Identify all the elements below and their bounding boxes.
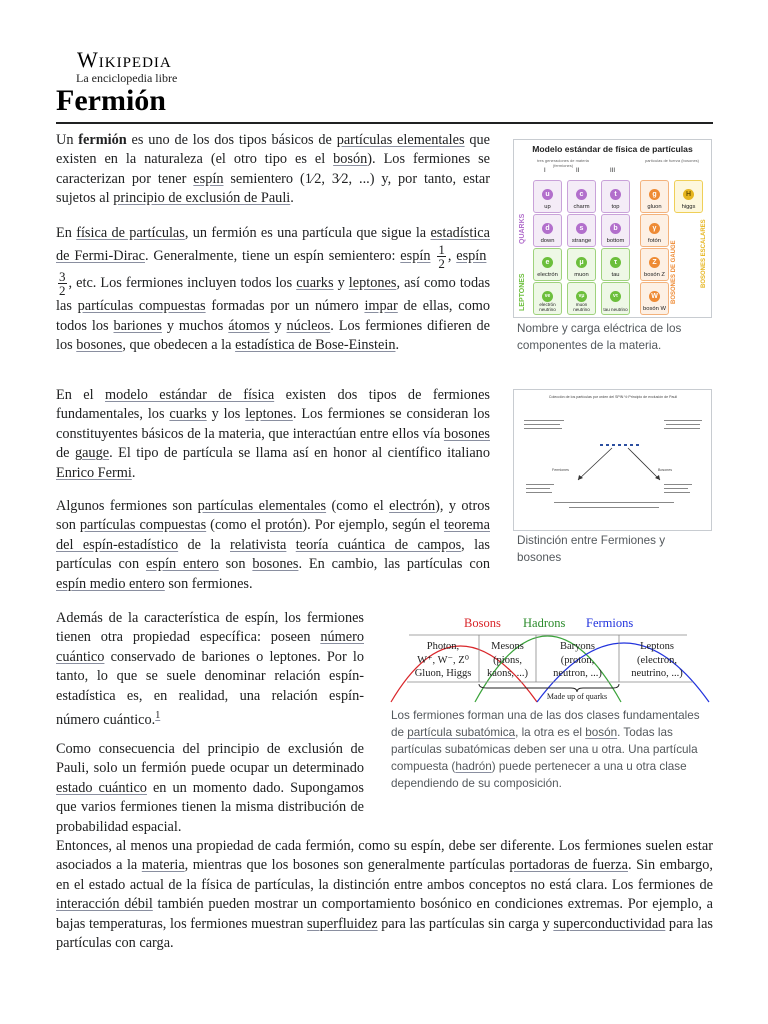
cell-line: Leptons: [640, 641, 674, 652]
link-relativista[interactable]: relativista: [230, 536, 287, 553]
text: también pueden mostrar un comportamiento bosónico en condiciones extremas. Por ejemplo, a bajas temperaturas, los fermiones muestran: [56, 896, 713, 932]
link-espin[interactable]: espín: [193, 170, 224, 187]
fraction-denominator: 2: [438, 256, 445, 272]
particle-symbol: ντ: [610, 291, 621, 302]
text: Además de la característica de espín, los fermiones tienen otra propiedad específica: poseen: [56, 610, 364, 646]
fraction-one-half: [437, 243, 446, 270]
particle-name: tau: [611, 272, 620, 278]
text: ). Los fermiones se caracterizan por tener: [56, 151, 490, 187]
made-up-of-quarks-label: Made up of quarks: [546, 692, 608, 701]
link-estado-cuantico[interactable]: estado cuántico: [56, 779, 147, 796]
particle-electron: [533, 248, 562, 281]
particle-symbol: u: [542, 189, 553, 200]
title-divider: [56, 122, 713, 124]
link-cuarks[interactable]: cuarks: [169, 406, 207, 423]
link-principio-exclusion[interactable]: principio de exclusión de Pauli: [113, 190, 291, 207]
fermion-column-header: tres generaciones de materia (fermiones): [537, 158, 589, 168]
link-nucleos[interactable]: núcleos: [286, 317, 331, 334]
text: conservado de bariones o leptones. Por lo tanto, lo que se suele denominar relación espín-estadística es, en realidad, una relación espín- número cuántico.: [56, 648, 364, 728]
particle-higgs: [674, 180, 703, 213]
text: y: [269, 317, 287, 334]
cell-line: (proton,: [560, 654, 595, 666]
text: . En cambio, las partículas con: [298, 556, 490, 573]
figure-caption: [391, 707, 709, 792]
link-bariones[interactable]: bariones: [113, 317, 162, 334]
link-particulas-compuestas[interactable]: partículas compuestas: [79, 517, 207, 534]
term-bold: fermión: [78, 132, 127, 148]
figure-title: Modelo estándar de física de partículas: [532, 144, 693, 154]
text: . Generalmente, tiene un espín semientero:: [145, 248, 401, 265]
particle-name: bosón W: [643, 306, 666, 312]
text: formadas por un número: [205, 298, 365, 315]
scalar-bosons-label: BOSONES ESCALARES: [701, 219, 707, 288]
particle-muon: [567, 248, 596, 281]
link-hadron[interactable]: hadrón: [455, 760, 492, 773]
generation-label: II: [576, 168, 580, 174]
baryons-cell: [536, 640, 619, 681]
text: y muchos: [161, 317, 229, 334]
text: ), y otros son: [56, 498, 490, 534]
particle-symbol: μ: [576, 257, 587, 268]
particle-symbol: γ: [649, 223, 660, 234]
link-espin-medio-entero[interactable]: espín medio entero: [56, 575, 165, 592]
link-espin[interactable]: espín: [456, 248, 487, 265]
particle-up: [533, 180, 562, 213]
text: ) puede pertenecer a una u otra clase dependiendo de su composición.: [391, 760, 687, 790]
text: , las partículas con: [56, 536, 490, 573]
link-teorema-espin-estadistico[interactable]: teorema del espín-estadístico: [56, 517, 490, 553]
particle-symbol: e: [542, 257, 553, 268]
cell-line: neutrino, ...): [631, 668, 683, 679]
text: . Sin embargo, en el estado actual de la física de partículas, la distinción entre ambos conceptos no está clara. Los fermiones de: [56, 857, 713, 893]
generation-label: III: [610, 168, 616, 174]
link-espin[interactable]: espín: [400, 248, 431, 265]
text: Algunos fermiones son: [56, 498, 198, 514]
quarks-label: QUARKS: [519, 213, 526, 244]
fermion-boson-figure[interactable]: [513, 389, 712, 531]
link-fermi-dirac[interactable]: estadística de Fermi-Dirac: [56, 225, 491, 265]
text: existen dos tipos de fermiones fundamentales, los: [56, 387, 490, 423]
wikipedia-tagline: La enciclopedia libre: [76, 71, 178, 85]
cell-line: Mesons: [491, 641, 524, 652]
link-bosones[interactable]: bosones: [252, 556, 299, 573]
particle-tau: [601, 248, 630, 281]
particle-down: [533, 214, 562, 247]
link-espin-entero[interactable]: espín entero: [145, 556, 219, 573]
bosons-arc-label: Bosons: [464, 616, 501, 630]
particle-w-boson: [640, 282, 669, 315]
particle-name: muon: [574, 272, 589, 278]
particle-tau-neutrino: [601, 282, 630, 315]
mesons-cell: [479, 640, 536, 681]
paragraph-conclusion: [56, 837, 713, 953]
link-superfluidez[interactable]: superfluidez: [306, 915, 378, 932]
particle-name: muon neutrino: [573, 302, 590, 312]
particle-z-boson: [640, 248, 669, 281]
particle-name: electrón: [537, 272, 558, 278]
fraction-denominator: 2: [59, 283, 66, 299]
text: .: [290, 190, 294, 207]
generation-label: I: [544, 168, 546, 174]
particle-name: charm: [573, 204, 590, 210]
page-title: Fermión: [56, 84, 166, 117]
link-bose-einstein[interactable]: estadística de Bose-Einstein: [235, 337, 396, 354]
particle-name: tau neutrino: [603, 307, 628, 312]
particle-name: down: [540, 238, 555, 244]
text: . El tipo de partícula se llama así en honor al científico italiano: [109, 445, 490, 462]
text: Los fermiones forman una de las dos clases fundamentales de: [391, 709, 700, 739]
text: Entonces, al menos una propiedad de cada fermión, como su espín, debe ser diferente. Los fermiones suelen estar asociados a la: [56, 838, 713, 874]
particle-name: bottom: [606, 238, 625, 244]
bosons-label: Bosones: [658, 468, 672, 472]
link-modelo-estandar[interactable]: modelo estándar de física: [105, 387, 275, 403]
cell-line: kaons, ...): [486, 668, 529, 679]
text: , que obedecen a la: [122, 337, 236, 354]
cell-line: Baryons: [560, 641, 595, 652]
link-particulas-elementales[interactable]: partículas elementales: [336, 132, 465, 148]
particle-name: bosón Z: [644, 272, 665, 278]
leptons-label: LEPTONES: [519, 273, 526, 311]
text: para las partículas sin carga y: [377, 915, 554, 932]
fraction-numerator: 3: [59, 269, 66, 285]
reference-link[interactable]: 1: [155, 710, 161, 722]
link-cuarks[interactable]: cuarks: [296, 275, 334, 292]
figure-caption: Distinción entre Fermiones y bosones: [517, 534, 666, 564]
wikipedia-wordmark[interactable]: Wikipedia: [77, 47, 172, 72]
particle-electron-neutrino: [533, 282, 562, 315]
particle-symbol: νμ: [576, 291, 587, 302]
text: son: [218, 556, 253, 573]
text: En el: [56, 387, 105, 403]
text: , un fermión es una partícula que sigue la: [184, 225, 431, 241]
particle-top: [601, 180, 630, 213]
text: , la otra es el: [515, 726, 586, 739]
link-enrico-fermi[interactable]: Enrico Fermi: [56, 464, 132, 481]
hadrons-arc-label: Hadrons: [523, 616, 566, 630]
link-electron[interactable]: electrón: [389, 498, 436, 514]
text: .: [131, 464, 136, 481]
particle-symbol: t: [610, 189, 621, 200]
leptons-cell: [619, 640, 695, 681]
gauge-bosons-label: BOSONES DE GAUGE: [671, 240, 677, 304]
fermions-label: Fermiones: [552, 468, 569, 472]
text: ,: [447, 248, 457, 265]
text: son fermiones.: [164, 575, 253, 592]
paragraph-fisica: [56, 224, 490, 356]
cell-line: W⁺, W⁻, Z⁰: [417, 654, 469, 666]
gauge-bosons-cell: [407, 640, 479, 681]
link-interaccion-debil[interactable]: interacción débil: [56, 896, 153, 913]
figure-heading: Colección de los partículas por orden del SPIN ½ Principio de exclusión de Pauli: [548, 395, 678, 399]
cell-line: Photon,: [426, 641, 460, 652]
text: de la: [178, 536, 231, 553]
fraction-three-halves: [58, 270, 67, 297]
particle-symbol: g: [649, 189, 660, 200]
cell-line: Gluon, Higgs: [414, 668, 472, 679]
particle-strange: [567, 214, 596, 247]
link-superconductividad[interactable]: superconductividad: [553, 915, 666, 932]
link-gauge[interactable]: gauge: [74, 445, 110, 462]
particle-muon-neutrino: [567, 282, 596, 315]
particle-charm: [567, 180, 596, 213]
standard-model-figure[interactable]: [513, 139, 712, 318]
particle-symbol: νe: [542, 291, 553, 302]
link-teoria-cuantica-campos[interactable]: teoría cuántica de campos: [295, 536, 462, 553]
particle-symbol: b: [610, 223, 621, 234]
particle-symbol: H: [683, 189, 694, 200]
particle-symbol: c: [576, 189, 587, 200]
particle-name: gluon: [647, 204, 662, 210]
particle-symbol: d: [542, 223, 553, 234]
text: de: [56, 445, 75, 462]
text: semientero (1⁄2, 3⁄2, ...) y, por tanto, estar sujetos al: [56, 170, 490, 207]
text: que existen en la naturaleza (el otro tipo es el: [56, 132, 490, 168]
particle-name: higgs: [681, 204, 696, 210]
link-bosones[interactable]: bosones: [443, 425, 490, 442]
link-atomos[interactable]: átomos: [228, 317, 270, 334]
text: Como consecuencia del principio de exclusión de Pauli, solo un fermión puede ocupar un determinado: [56, 741, 364, 777]
paragraph-numero-cuantico: [56, 609, 364, 730]
text: , mientras que los bosones son generalmente partículas: [184, 857, 510, 874]
text: de ellas, como todos los: [56, 298, 490, 334]
link-proton[interactable]: protón: [265, 517, 303, 534]
text: (como el: [206, 517, 266, 534]
link-particulas-elementales[interactable]: partículas elementales: [197, 498, 327, 514]
text: y los: [206, 406, 246, 423]
particle-name: fotón: [648, 238, 661, 244]
text: . Todas las partículas subatómicas deben ser una u otra. Una partícula compuesta (: [391, 726, 698, 773]
cell-line: neutron, ...): [553, 668, 602, 679]
particle-symbol: W: [649, 291, 660, 302]
paragraph-ejemplos: [56, 497, 490, 594]
link-leptones[interactable]: leptones: [245, 406, 293, 423]
link-bosones[interactable]: bosones: [76, 337, 123, 354]
text: . Los fermiones difieren de los: [56, 317, 490, 354]
particle-name: up: [544, 204, 551, 210]
text: y: [333, 275, 349, 292]
paragraph-intro: [56, 131, 490, 209]
fermion-boson-diagram: [514, 390, 711, 530]
text: (como el: [326, 498, 390, 514]
particle-name: top: [611, 204, 620, 210]
link-impar[interactable]: impar: [364, 298, 398, 315]
text: En: [56, 225, 77, 241]
text: .: [395, 337, 400, 354]
text: , así como todas las: [56, 275, 491, 315]
particle-symbol: Z: [649, 257, 660, 268]
link-boson[interactable]: bosón: [333, 151, 368, 168]
text: es uno de los dos tipos básicos de: [126, 132, 337, 148]
particle-photon: [640, 214, 669, 247]
fraction-numerator: 1: [438, 242, 445, 258]
figure-caption: Nombre y carga eléctrica de los componentes de la materia.: [517, 322, 682, 352]
particle-bottom: [601, 214, 630, 247]
text: , etc. Los fermiones incluyen todos los: [68, 275, 297, 292]
text: para las partículas con carga.: [56, 915, 713, 952]
fermions-arc-label: Fermions: [586, 616, 634, 630]
text: Un: [56, 132, 79, 148]
text: . Los fermiones se consideran los constituyentes básicos de la materia, que interactúan entre ellos vía: [56, 406, 490, 442]
link-materia[interactable]: materia: [141, 857, 185, 874]
particle-symbol: τ: [610, 257, 621, 268]
link-fisica-particulas[interactable]: física de partículas: [76, 225, 185, 241]
cell-line: (electron,: [637, 654, 677, 666]
cell-line: (pions,: [493, 654, 522, 666]
particle-classes-diagram[interactable]: [387, 602, 710, 704]
particle-name: strange: [571, 238, 592, 244]
text: [286, 537, 295, 553]
link-numero-cuantico[interactable]: número cuántico: [56, 629, 364, 665]
particle-symbol: s: [576, 223, 587, 234]
link-particulas-compuestas[interactable]: partículas compuestas: [77, 298, 206, 315]
paragraph-exclusion: [56, 740, 364, 837]
particle-name: electrón neutrino: [539, 302, 556, 312]
link-particula-subatomica[interactable]: partícula subatómica: [407, 726, 516, 739]
link-leptones[interactable]: leptones: [348, 275, 397, 292]
link-boson[interactable]: bosón: [585, 726, 618, 739]
boson-column-header: partículas de fuerza (bosones): [644, 158, 700, 163]
text: ). Por ejemplo, según el: [302, 517, 444, 534]
particle-gluon: [640, 180, 669, 213]
link-portadoras-fuerza[interactable]: portadoras de fuerza: [509, 857, 628, 874]
paragraph-modelo-estandar: [56, 386, 490, 483]
text: en un momento dado. Supongamos que varios fermiones tienen la misma distribución de probabilidad espacial.: [56, 779, 364, 835]
